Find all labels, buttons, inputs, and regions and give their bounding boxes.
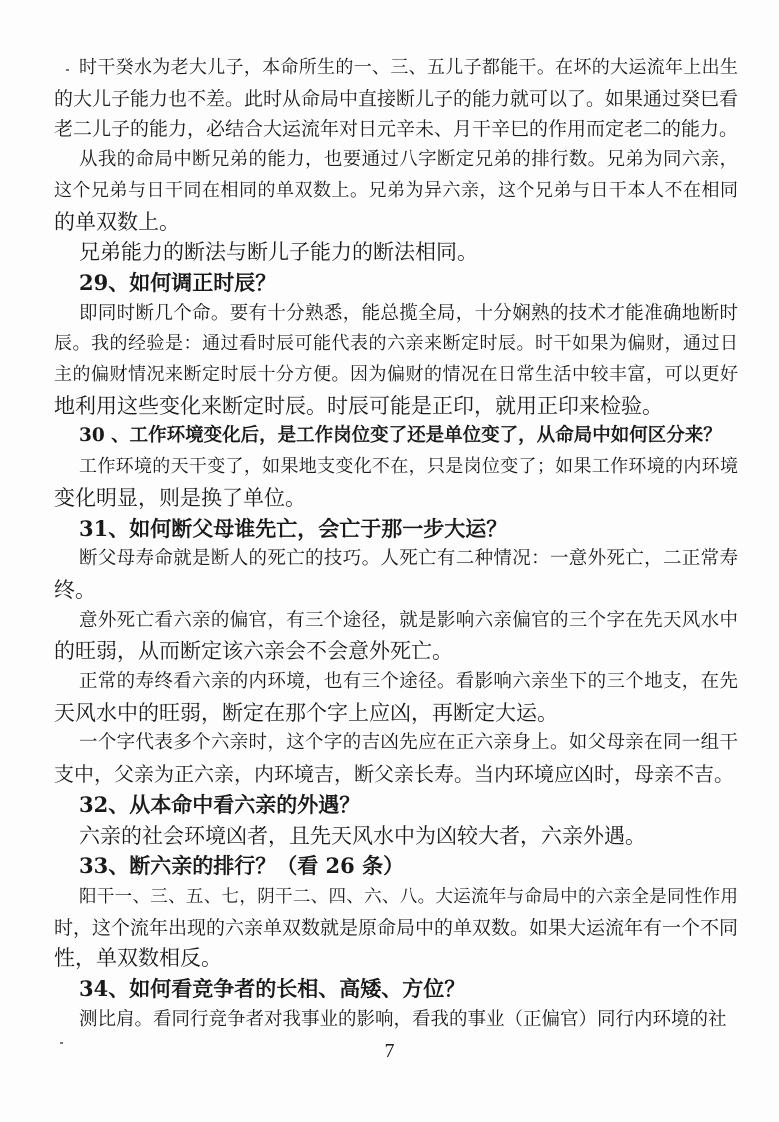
paragraph-line: 性，单双数相反。 <box>54 946 222 971</box>
paragraph-line: 兄弟能力的断法与断儿子能力的断法相同。 <box>79 240 478 265</box>
paragraph-line: 正常的寿终看六亲的内环境，也有三个途径。看影响六亲坐下的三个地支，在先 <box>79 671 738 692</box>
question-heading: 30 、工作环境变化后，是工作岗位变了还是单位变了，从命局中如何区分来？ <box>79 425 722 447</box>
question-heading: 33、断六亲的排行？（看 26 条） <box>79 853 405 879</box>
paragraph-line: 从我的命局中断兄弟的能力，也要通过八字断定兄弟的排行数。兄弟为同六亲， <box>79 149 738 171</box>
paragraph-line: 时干癸水为老大儿子，本命所生的一、三、五儿子都能干。在坏的大运流年上出生 <box>79 57 738 78</box>
page-number: 7 <box>384 1040 395 1062</box>
paragraph-line: 的大儿子能力也不差。此时从命局中直接断儿子的能力就可以了。如果通过癸巳看 <box>54 87 739 110</box>
paragraph-line: 的单双数上。 <box>54 209 180 234</box>
question-heading: 32、从本命中看六亲的外遇？ <box>79 791 361 817</box>
paragraph-line: 终。 <box>54 577 96 602</box>
question-heading: 31、如何断父母谁先亡，会亡于那一步大运？ <box>79 515 508 541</box>
paragraph-line: 工作环境的天干变了，如果地支变化不在，只是岗位变了；如果工作环境的内环境 <box>79 456 738 478</box>
paragraph-line: 老二儿子的能力，必结合大运流年对日元辛未、月干辛巳的作用而定老二的能力。 <box>54 118 739 141</box>
scan-speck <box>60 1042 63 1044</box>
paragraph-line: 阳干一、三、五、七，阴干二、四、六、八。大运流年与命局中的六亲全是同性作用 <box>79 886 738 907</box>
paragraph-line: 地利用这些变化来断定时辰。时辰可能是正印，就用正印来检验。 <box>54 393 663 418</box>
paragraph-line: 辰。我的经验是：通过看时辰可能代表的六亲来断定时辰。时干如果为偏财，通过日 <box>54 333 738 355</box>
question-heading: 34、如何看竞争者的长相、高矮、方位？ <box>79 976 466 1001</box>
paragraph-line: 一个字代表多个六亲时，这个字的吉凶先应在正六亲身上。如父母亲在同一组干 <box>79 732 738 754</box>
question-heading: 29、如何调正时辰？ <box>79 269 277 295</box>
paragraph-line: 六亲的社会环境凶者，且先天风水中为凶较大者，六亲外遇。 <box>79 823 646 848</box>
paragraph-line: 天风水中的旺弱，断定在那个字上应凶，再断定大运。 <box>54 700 558 725</box>
paragraph-line: 的旺弱，从而断定该六亲会不会意外死亡。 <box>54 639 453 664</box>
paragraph-line: 主的偏财情况来断定时辰十分方便。因为偏财的情况在日常生活中较丰富，可以更好 <box>54 364 738 385</box>
paragraph-line: 测比肩。看同行竞争者对我事业的影响，看我的事业（正偏官）同行内环境的社 <box>79 1008 727 1030</box>
paragraph-line: 断父母寿命就是断人的死亡的技巧。人死亡有二种情况：一意外死亡，二正常寿 <box>79 548 738 570</box>
paragraph-line: 变化明显，则是换了单位。 <box>54 485 306 510</box>
scan-speck <box>66 69 69 71</box>
paragraph-line: 时，这个流年出现的六亲单双数就是原命局中的单双数。如果大运流年有一个不同 <box>54 916 739 939</box>
paragraph-line: 支中，父亲为正六亲，内环境吉，断父亲长寿。当内环境应凶时，母亲不吉。 <box>54 762 734 787</box>
paragraph-line: 意外死亡看六亲的偏官，有三个途径，就是影响六亲偏官的三个字在先天风水中 <box>79 609 738 631</box>
paragraph-line: 即同时断几个命。要有十分熟悉，能总揽全局，十分娴熟的技术才能准确地断时 <box>79 302 738 324</box>
paragraph-line: 这个兄弟与日干同在相同的单双数上。兄弟为异六亲，这个兄弟与日干本人不在相同 <box>54 179 738 201</box>
